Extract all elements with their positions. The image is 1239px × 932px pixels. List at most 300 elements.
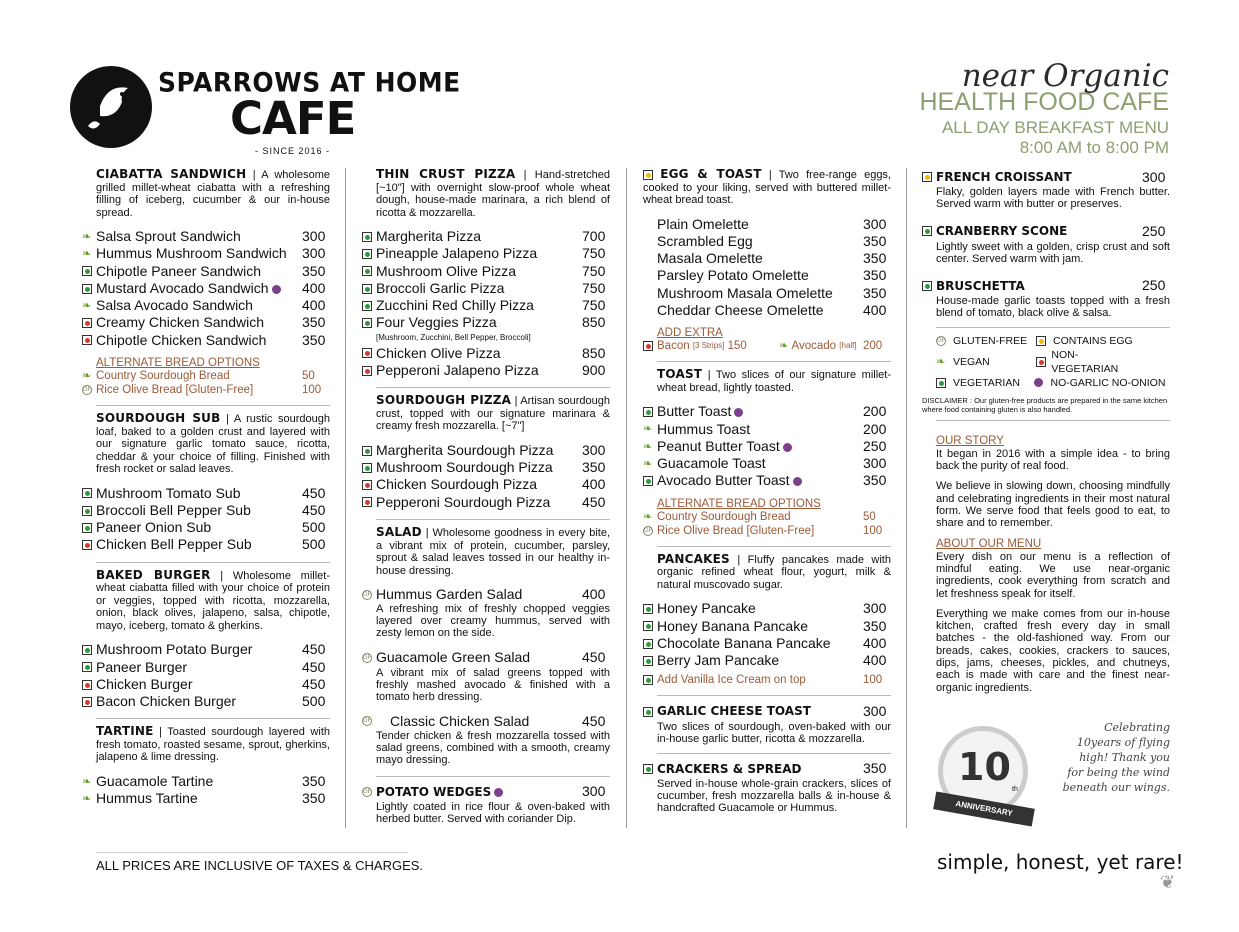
item-price: 300 <box>863 215 887 232</box>
menu-item <box>362 459 610 476</box>
item-price: 450 <box>582 649 606 666</box>
addon-name: Avocado <box>791 340 837 353</box>
item-name: Guacamole Green Salad <box>376 649 531 666</box>
item-name: POTATO WEDGES <box>376 784 492 799</box>
non-veg-icon <box>82 680 92 690</box>
item-name: CRANBERRY SCONE <box>936 224 1068 239</box>
section-wedges <box>362 783 610 825</box>
item-name: Paneer Onion Sub <box>96 519 212 536</box>
item-price: 400 <box>863 652 887 669</box>
section-desc: | A rustic sourdough loaf, baked to a golden crust and layered with our signature garlic tomato sauce, ricotta, cheddar & your choice of filling. Finished with fresh rocket or salad leaves. <box>96 413 330 476</box>
pizza-note: [Mushroom, Zucchini, Bell Pepper, Broccoli] <box>376 332 531 342</box>
veg-icon <box>643 621 653 631</box>
menu-item <box>362 245 610 262</box>
item-name: Berry Jam Pancake <box>657 652 780 669</box>
veg-icon <box>643 656 653 666</box>
menu-item <box>82 659 330 676</box>
item-name: Parsley Potato Omelette <box>657 267 809 284</box>
section-garlic-toast <box>643 702 891 744</box>
item-name: Guacamole Toast <box>657 455 766 472</box>
section-desc: | Artisan sourdough crust, topped with our signature marinara & creamy fresh mozzarella. [~7"] <box>376 395 610 433</box>
menu-item <box>657 285 891 302</box>
item-name: Guacamole Tartine <box>96 772 214 789</box>
section-desc: | Hand-stretched [~10"] with overnight slow-proof whole wheat dough, house-made marinara, a rich blend of ricotta & mozzarella. <box>376 169 610 219</box>
section-title: BAKED BURGER <box>96 567 211 582</box>
item-price: 350 <box>302 331 326 348</box>
non-veg-icon <box>82 335 92 345</box>
section-title: EGG & TOAST <box>660 167 762 181</box>
menu-item <box>643 600 891 617</box>
divider <box>626 168 627 828</box>
veg-icon <box>362 284 372 294</box>
item-price: 500 <box>302 519 326 536</box>
item-price: 300 <box>1142 168 1166 185</box>
add-extra-title: ADD EXTRA <box>657 327 723 340</box>
section-title: PANCAKES <box>657 551 730 566</box>
item-name: Hummus Garden Salad <box>376 586 523 603</box>
item-desc: House-made garlic toasts topped with a fresh blend of tomato, black olive & salsa. <box>936 294 1170 319</box>
item-name: Cheddar Cheese Omelette <box>657 301 824 318</box>
item-name: Zucchini Red Chilly Pizza <box>376 297 534 314</box>
gluten-free-icon: GF <box>363 591 372 598</box>
menu-item <box>82 641 330 658</box>
menu-item <box>82 676 330 693</box>
vegan-icon: ❧ <box>779 340 789 353</box>
item-price: 200 <box>863 420 887 437</box>
item-desc: Lightly sweet with a golden, crisp crust and soft center. Served warm with jam. <box>936 240 1170 265</box>
badge-ribbon: ANNIVERSARY <box>933 791 1035 826</box>
menu-item <box>643 652 891 669</box>
item-price: 400 <box>302 279 326 296</box>
section-sourdough-sub <box>82 412 330 554</box>
about-menu-title: ABOUT OUR MENU <box>936 537 1042 550</box>
item-name: Chicken Olive Pizza <box>376 344 501 361</box>
our-story-text: We believe in slowing down, choosing mindfully and celebrating ingredients in their most natural form. We serve food that feels good to eat, to share and to remember. <box>936 480 1170 530</box>
item-name: Peanut Butter Toast <box>657 438 863 455</box>
veg-icon <box>82 662 92 672</box>
addon-price: 200 <box>863 340 883 353</box>
item-name: Chicken Burger <box>96 675 193 692</box>
menu-item <box>82 228 330 245</box>
alt-bread-name: Country Sourdough Bread <box>657 510 791 523</box>
vegan-icon: ❧ <box>82 299 92 312</box>
item-name: CRACKERS & SPREAD <box>657 761 802 776</box>
item-desc: Tender chicken & fresh mozzarella tossed with salad greens, combined with a smooth, creamy mayo dressing. <box>376 729 610 766</box>
menu-item <box>82 502 330 519</box>
item-price: 400 <box>582 586 606 603</box>
menu-item <box>643 635 891 652</box>
menu-item <box>362 297 610 314</box>
item-desc: Flaky, golden layers made with French butter. Served warm with butter or preserves. <box>936 186 1170 211</box>
item-desc: A vibrant mix of salad greens topped with freshly mashed avocado & finished with a tomato herb dressing. <box>376 666 610 703</box>
vegan-icon: ❧ <box>82 370 92 383</box>
brand-name: SPARROWS AT HOME <box>158 67 461 98</box>
veg-icon <box>643 407 653 417</box>
veg-icon <box>82 266 92 276</box>
item-price: 350 <box>863 250 887 267</box>
alt-bread-price: 50 <box>302 370 315 383</box>
alt-bread-price: 50 <box>863 510 876 523</box>
item-name: Masala Omelette <box>657 250 763 267</box>
alt-bread-name: Rice Olive Bread [Gluten-Free] <box>96 384 254 397</box>
item-name: Margherita Pizza <box>376 228 482 244</box>
item-price: 300 <box>582 783 606 800</box>
about-menu-text: Every dish on our menu is a reflection of mindful eating. We use near-organic ingredients, cook everything from scratch and let freshness speak for itself. <box>936 550 1170 600</box>
tagline-all-day-breakfast: ALL DAY BREAKFAST MENU <box>941 118 1169 137</box>
item-name: Salsa Sprout Sandwich <box>96 228 241 244</box>
vegan-icon: ❧ <box>82 775 92 788</box>
no-garlic-icon <box>494 788 503 797</box>
section-header <box>82 168 330 219</box>
section-sourdough-pizza <box>362 394 610 511</box>
menu-item <box>643 618 891 635</box>
item-price: 350 <box>863 267 887 284</box>
item-price: 500 <box>302 693 326 710</box>
veg-icon <box>362 266 372 276</box>
item-name: Pepperoni Jalapeno Pizza <box>376 362 539 379</box>
menu-item <box>643 421 891 438</box>
item-name: Classic Chicken Salad <box>390 712 530 729</box>
item-price: 400 <box>863 634 887 651</box>
item-name: BRUSCHETTA <box>936 278 1025 293</box>
section-ciabatta <box>82 168 330 397</box>
non-veg-icon <box>1036 357 1046 367</box>
menu-item <box>82 693 330 710</box>
section-egg-toast <box>643 168 891 353</box>
no-garlic-icon <box>734 408 743 417</box>
item-name: Mushroom Sourdough Pizza <box>376 459 553 476</box>
menu-item <box>362 586 610 603</box>
veg-icon <box>82 645 92 655</box>
section-desc: | Fluffy pancakes made with organic refined wheat flour, yogurt, milk & natural muscovado sugar. <box>657 553 891 591</box>
item-name: Broccoli Bell Pepper Sub <box>96 501 251 518</box>
menu-item <box>82 297 330 314</box>
alt-bread-price: 100 <box>302 384 322 397</box>
menu-item <box>362 345 610 362</box>
item-price: 450 <box>302 658 326 675</box>
item-name: Bacon Chicken Burger <box>96 693 237 710</box>
menu-item <box>643 472 891 489</box>
veg-icon <box>362 463 372 473</box>
veg-icon <box>643 604 653 614</box>
veg-icon <box>643 476 653 486</box>
non-veg-icon <box>82 540 92 550</box>
our-story-text: It began in 2016 with a simple idea - to bring back the purity of real food. <box>936 447 1170 473</box>
item-price: 350 <box>302 314 326 331</box>
gluten-free-icon: GF <box>937 337 946 344</box>
menu-item <box>362 494 610 511</box>
add-extra-row <box>643 339 891 353</box>
disclaimer: DISCLAIMER : Our gluten-free products are prepared in the same kitchen where food containing gluten is also handled. <box>922 395 1168 414</box>
section-crackers <box>643 760 891 814</box>
section-pancakes <box>643 553 891 688</box>
item-price: 350 <box>863 472 887 489</box>
item-name: Plain Omelette <box>657 215 749 232</box>
item-price: 400 <box>863 301 887 318</box>
menu-item <box>643 438 891 455</box>
item-price: 350 <box>302 772 326 789</box>
about-menu-text: Everything we make comes from our in-house kitchen, crafted fresh every day in small batches - the old-fashioned way. From our breads, cakes, cookies, crackers to sauces, dips, jams, cheeses, pickles, and chutneys, each is made with care and the finest near-organic ingredients. <box>936 607 1170 694</box>
item-name: Chipotle Chicken Sandwich <box>96 331 267 348</box>
alt-bread-price: 100 <box>863 524 883 537</box>
gluten-free-icon: GF <box>363 718 372 725</box>
item-name: Chicken Bell Pepper Sub <box>96 536 252 553</box>
item-desc: A refreshing mix of freshly chopped veggies layered over creamy hummus, served with zesty lemon on the side. <box>376 603 610 640</box>
menu-item <box>82 485 330 502</box>
item-name: Butter Toast <box>657 403 863 420</box>
logo-sparrow-icon <box>70 66 152 148</box>
item-desc: Served in-house whole-grain crackers, slices of cucumber, fresh mozzarella balls & in-house & handcrafted Guacamole or Hummus. <box>657 778 891 815</box>
item-price: 750 <box>582 297 606 314</box>
our-story-title: OUR STORY <box>936 434 1004 447</box>
section-tartine <box>82 725 330 807</box>
menu-item <box>643 403 891 420</box>
addon-qty: [half] <box>839 341 857 351</box>
item-price: 300 <box>302 228 326 244</box>
alt-bread-option <box>643 510 891 524</box>
vegan-icon: ❧ <box>82 792 92 805</box>
veg-icon <box>82 506 92 516</box>
item-name: Avocado Butter Toast <box>657 472 863 489</box>
menu-item <box>82 519 330 536</box>
footer-line <box>96 852 408 853</box>
item-desc: Lightly coated in rice flour & oven-baked with herbed butter. Served with coriander Dip. <box>376 801 610 826</box>
addon-name: Bacon <box>657 340 690 353</box>
section-toast <box>643 368 891 537</box>
item-name: Scrambled Egg <box>657 232 753 249</box>
item-price: 250 <box>1142 277 1166 294</box>
menu-item <box>82 773 330 790</box>
menu-item <box>657 250 891 267</box>
item-price: 450 <box>302 641 326 658</box>
menu-item <box>362 314 610 331</box>
item-price: 300 <box>863 455 887 472</box>
item-price: 350 <box>302 790 326 807</box>
veg-icon <box>936 378 946 388</box>
item-name: Mustard Avocado Sandwich <box>96 280 302 297</box>
item-name: Mushroom Masala Omelette <box>657 284 833 301</box>
item-name: Chicken Sourdough Pizza <box>376 476 538 493</box>
menu-item <box>82 245 330 262</box>
item-name: Mushroom Tomato Sub <box>96 484 241 501</box>
menu-item <box>362 476 610 493</box>
tagline-health-food-cafe: HEALTH FOOD CAFE <box>919 88 1169 116</box>
menu-item <box>82 790 330 807</box>
item-name: Mushroom Olive Pizza <box>376 262 517 279</box>
menu-item <box>657 216 891 233</box>
slogan: simple, honest, yet rare! <box>937 850 1184 874</box>
item-price: 250 <box>1142 222 1166 239</box>
veg-icon <box>362 318 372 328</box>
no-garlic-icon <box>793 477 802 486</box>
section-title: CIABATTA SANDWICH <box>96 167 247 181</box>
item-price: 450 <box>302 675 326 692</box>
item-name: Honey Pancake <box>657 600 756 617</box>
addon-price: 150 <box>727 340 747 353</box>
item-price: 850 <box>582 314 606 331</box>
section-desc: | Two slices of our signature millet-wheat bread, lightly toasted. <box>657 369 891 394</box>
tagline-near-organic: near Organic <box>961 58 1169 94</box>
section-croissant <box>922 168 1170 210</box>
column-3 <box>643 168 891 822</box>
item-name: Four Veggies Pizza <box>376 314 497 331</box>
item-price: 750 <box>582 245 606 262</box>
item-name: Hummus Toast <box>657 420 751 437</box>
veg-icon <box>362 232 372 242</box>
vegan-icon: ❧ <box>643 423 653 436</box>
addon-name: Add Vanilla Ice Cream on top <box>657 674 806 687</box>
item-price: 400 <box>582 476 606 493</box>
item-desc: Two slices of sourdough, oven-baked with our in-house garlic butter, ricotta & mozzarella. <box>657 720 891 745</box>
section-bruschetta <box>922 277 1170 319</box>
column-2 <box>362 168 610 833</box>
item-price: 850 <box>582 344 606 361</box>
section-desc: | Toasted sourdough layered with fresh tomato, roasted sesame, sprout, gherkins, jalapeno & lime dressing. <box>96 726 330 764</box>
non-veg-icon <box>362 480 372 490</box>
vegan-icon: ❧ <box>643 510 653 523</box>
item-name: Paneer Burger <box>96 658 188 675</box>
menu-item <box>362 228 610 245</box>
alt-bread-title: ALTERNATE BREAD OPTIONS <box>96 357 260 370</box>
menu-item <box>82 263 330 280</box>
item-price: 300 <box>863 600 887 617</box>
hours: 8:00 AM to 8:00 PM <box>1019 138 1169 157</box>
leaf-icon: ❦ <box>1160 872 1176 892</box>
item-name: GARLIC CHEESE TOAST <box>657 704 811 719</box>
menu-item <box>362 263 610 280</box>
section-title: THIN CRUST PIZZA <box>376 167 516 181</box>
egg-icon <box>1036 336 1046 346</box>
item-price: 350 <box>582 459 606 476</box>
menu-item <box>643 455 891 472</box>
brand-cafe: CAFE <box>230 92 356 145</box>
item-name: Chipotle Paneer Sandwich <box>96 262 261 279</box>
item-name: FRENCH CROISSANT <box>936 170 1072 184</box>
item-price: 450 <box>302 501 326 518</box>
menu-item <box>82 536 330 553</box>
section-pizza <box>362 168 610 379</box>
since-label: - SINCE 2016 - <box>255 146 331 156</box>
item-price: 300 <box>302 245 326 262</box>
item-price: 300 <box>863 702 887 719</box>
item-price: 700 <box>582 228 606 244</box>
alt-bread-title: ALTERNATE BREAD OPTIONS <box>657 497 821 510</box>
item-name: Hummus Mushroom Sandwich <box>96 245 287 262</box>
gluten-free-icon: GF <box>644 527 653 534</box>
alt-bread-name: Country Sourdough Bread <box>96 370 230 383</box>
menu-item <box>362 442 610 459</box>
menu-item <box>82 280 330 297</box>
item-price: 200 <box>863 403 887 420</box>
item-price: 450 <box>582 493 606 510</box>
veg-icon <box>362 301 372 311</box>
menu-item <box>657 267 891 284</box>
item-price: 300 <box>582 441 606 458</box>
footer-note: ALL PRICES ARE INCLUSIVE OF TAXES & CHARGES. <box>96 858 424 873</box>
non-veg-icon <box>82 697 92 707</box>
item-name: Pineapple Jalapeno Pizza <box>376 245 538 262</box>
item-price: 350 <box>302 262 326 279</box>
item-name: Hummus Tartine <box>96 790 198 807</box>
section-title: TOAST <box>657 367 703 382</box>
addon-qty: [3 Strips] <box>692 341 725 351</box>
item-price: 350 <box>863 760 887 777</box>
badge-suffix: th <box>1012 786 1018 793</box>
item-price: 350 <box>863 617 887 634</box>
non-veg-icon <box>362 497 372 507</box>
item-price: 450 <box>302 484 326 501</box>
vegan-icon: ❧ <box>82 247 92 260</box>
veg-icon <box>82 523 92 533</box>
menu-item <box>362 649 610 666</box>
alt-bread-option <box>643 524 891 538</box>
item-price: 350 <box>863 232 887 249</box>
gluten-free-icon: GF <box>363 655 372 661</box>
veg-icon <box>362 249 372 259</box>
item-name: Honey Banana Pancake <box>657 617 808 634</box>
section-burger <box>82 569 330 711</box>
column-4 <box>922 168 1170 694</box>
menu-item <box>82 314 330 331</box>
item-price: 400 <box>302 297 326 314</box>
section-desc: | A wholesome grilled millet-wheat ciabatta with a refreshing filling of iceberg, cucumber & our in-house spread. <box>96 169 331 219</box>
item-price: 750 <box>582 262 606 279</box>
alt-bread-option <box>82 383 330 397</box>
alt-bread-name: Rice Olive Bread [Gluten-Free] <box>657 524 815 537</box>
non-veg-icon <box>362 348 372 358</box>
menu-item <box>657 233 891 250</box>
menu-item <box>362 362 610 379</box>
section-title: SOURDOUGH PIZZA <box>376 393 512 408</box>
item-price: 900 <box>582 362 606 379</box>
no-garlic-icon <box>272 285 281 294</box>
no-garlic-icon <box>1034 378 1043 387</box>
item-price: 250 <box>863 437 887 454</box>
addon-row <box>643 673 891 687</box>
veg-icon <box>82 488 92 498</box>
veg-icon <box>362 446 372 456</box>
item-price: 350 <box>863 284 887 301</box>
divider <box>906 168 907 828</box>
non-veg-icon <box>362 366 372 376</box>
item-name: Pepperoni Sourdough Pizza <box>376 493 551 510</box>
section-title: SALAD <box>376 525 422 540</box>
item-name: Mushroom Potato Burger <box>96 641 253 658</box>
section-desc: | Wholesome goodness in every bite, a vibrant mix of protein, cucumber, parsley, sprout & salad leaves tossed in our healthy in-house dressing. <box>376 527 610 577</box>
divider <box>345 168 346 828</box>
column-1 <box>82 168 330 816</box>
non-veg-icon <box>82 318 92 328</box>
item-name: Chocolate Banana Pancake <box>657 634 831 651</box>
no-garlic-icon <box>783 443 792 452</box>
item-price: 500 <box>302 536 326 553</box>
menu-item <box>657 302 891 319</box>
item-price: 450 <box>582 712 606 729</box>
item-price: 750 <box>582 279 606 296</box>
section-title: SOURDOUGH SUB <box>96 411 221 426</box>
item-name: Broccoli Garlic Pizza <box>376 279 505 296</box>
section-salad <box>362 526 610 766</box>
legend: GF GLUTEN-FREE CONTAINS EGG ❧ VEGAN NON-VEGETARIAN VEGETARIAN NO-GARLIC NO-ONION DISCLAIMER : Our gluten-free products are prepared in the same kitchen where food containing gluten is also handled. <box>922 334 1170 414</box>
menu-item: GF POTATO WEDGES 300 <box>362 783 610 801</box>
vegan-icon: ❧ <box>643 440 653 453</box>
veg-icon <box>643 639 653 649</box>
vegan-icon: ❧ <box>936 355 946 368</box>
section-scone <box>922 222 1170 264</box>
celebration-note: Celebrating 10years of flying high! Thank you for being the wind beneath our wings. <box>1062 721 1170 794</box>
item-name: Salsa Avocado Sandwich <box>96 297 253 314</box>
section-desc: | Wholesome millet-wheat ciabatta filled with your choice of protein or veggies, topped with ricotta, mozzarella, onion, black olives, jalapeno, salsa, chipotle, mayo, iceberg, tomato & gherkins. <box>96 569 331 632</box>
